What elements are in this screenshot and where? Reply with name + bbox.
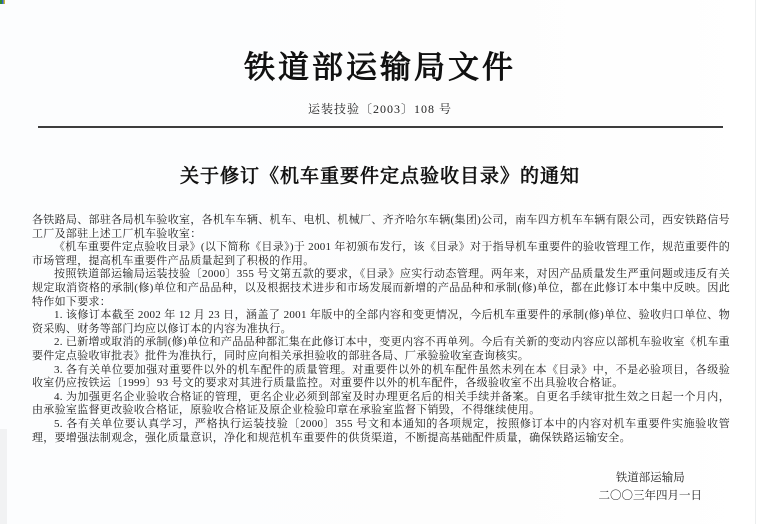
signature-issuer: 铁道部运输局	[615, 472, 685, 485]
document-body	[32, 214, 730, 445]
scan-shadow	[0, 429, 7, 524]
item-5: 5. 各有关单位要认真学习，严格执行运装技验〔2000〕355 号文和本通知的各项规定，按照修订本中的内容对机车重要件实施验收管理，要增强法制观念，强化质量意识，净化和规范机车重要件的供货渠道，不断提高基础配件质量，确保铁路运输安全。	[32, 417, 730, 444]
signature-block	[0, 469, 760, 505]
item-2: 2. 已新增或取消的承制(修)单位和产品品种都汇集在此修订本中，变更内容不再单列。今后有关新的变动内容应以部机车验收室《机车重要件定点验收审批表》批件为准执行，同时应向相关承担验收的部驻各局、厂承验验收室查询核实。	[32, 336, 730, 362]
item-1: 1. 该修订本截至 2002 年 12 月 23 日，涵盖了 2001 年版中的全部内容和变更情况，今后机车重要件的承制(修)单位、验收归口单位、物资采购、财务等部门均应以修订本的内容为准执行。	[32, 309, 730, 335]
signature-inner	[599, 469, 703, 505]
salutation: 各铁路局、部驻各局机车验收室，各机车车辆、机车、电机、机械厂、齐齐哈尔车辆(集团)公司，南车四方机车车辆有限公司，西安铁路信号工厂及部驻上述工厂机车验收室：	[32, 214, 730, 240]
item-4: 4. 为加强更名企业验收合格证的管理，更名企业必须到部室及时办理更名后的相关手续并备案。自更名手续审批生效之日起一个月内，由承验室监督更改验收合格证，原验收合格证及原企业检验印章在承验室监督下销毁，不得继续使用。	[32, 390, 730, 417]
doc-number: 运装技验〔2003〕108 号	[307, 102, 452, 116]
scan-edge-line	[755, 0, 756, 524]
header-divider	[38, 126, 723, 128]
signature-date: 二〇〇三年四月一日	[598, 490, 702, 503]
item-3: 3. 各有关单位要加强对重要件以外的机车配件的质量管理。对重要件以外的机车配件虽然未列在本《目录》中，不是必验项目，各级验收室仍应按铁运〔1999〕93 号文的要求对其进行质量监控。对重要件以外的机车配件，各级验收室不出具验收合格证。	[32, 363, 730, 390]
paragraph-background: 按照铁道部运输局运装技验〔2000〕355 号文第五款的要求，《目录》应实行动态管理。两年来，对因产品质量发生严重问题或违反有关规定取消资格的承制(修)单位和产品品种，以及根据技术进步和市场发展而新增的产品品种和承制(修)单位，都在此修订本中集中反映。因此特作如下要求：	[32, 268, 730, 308]
agency-title: 铁道部运输局文件	[244, 50, 516, 85]
scan-artifact-corner	[0, 0, 5, 4]
subject-title: 关于修订《机车重要件定点验收目录》的通知	[179, 166, 580, 187]
paragraph-intro: 《机车重要件定点验收目录》(以下简称《目录》)于 2001 年初颁布发行，该《目录》对于指导机车重要件的验收管理工作，规范重要件的市场管理，提高机车重要件产品质量起到了积极的作用。	[32, 241, 730, 267]
